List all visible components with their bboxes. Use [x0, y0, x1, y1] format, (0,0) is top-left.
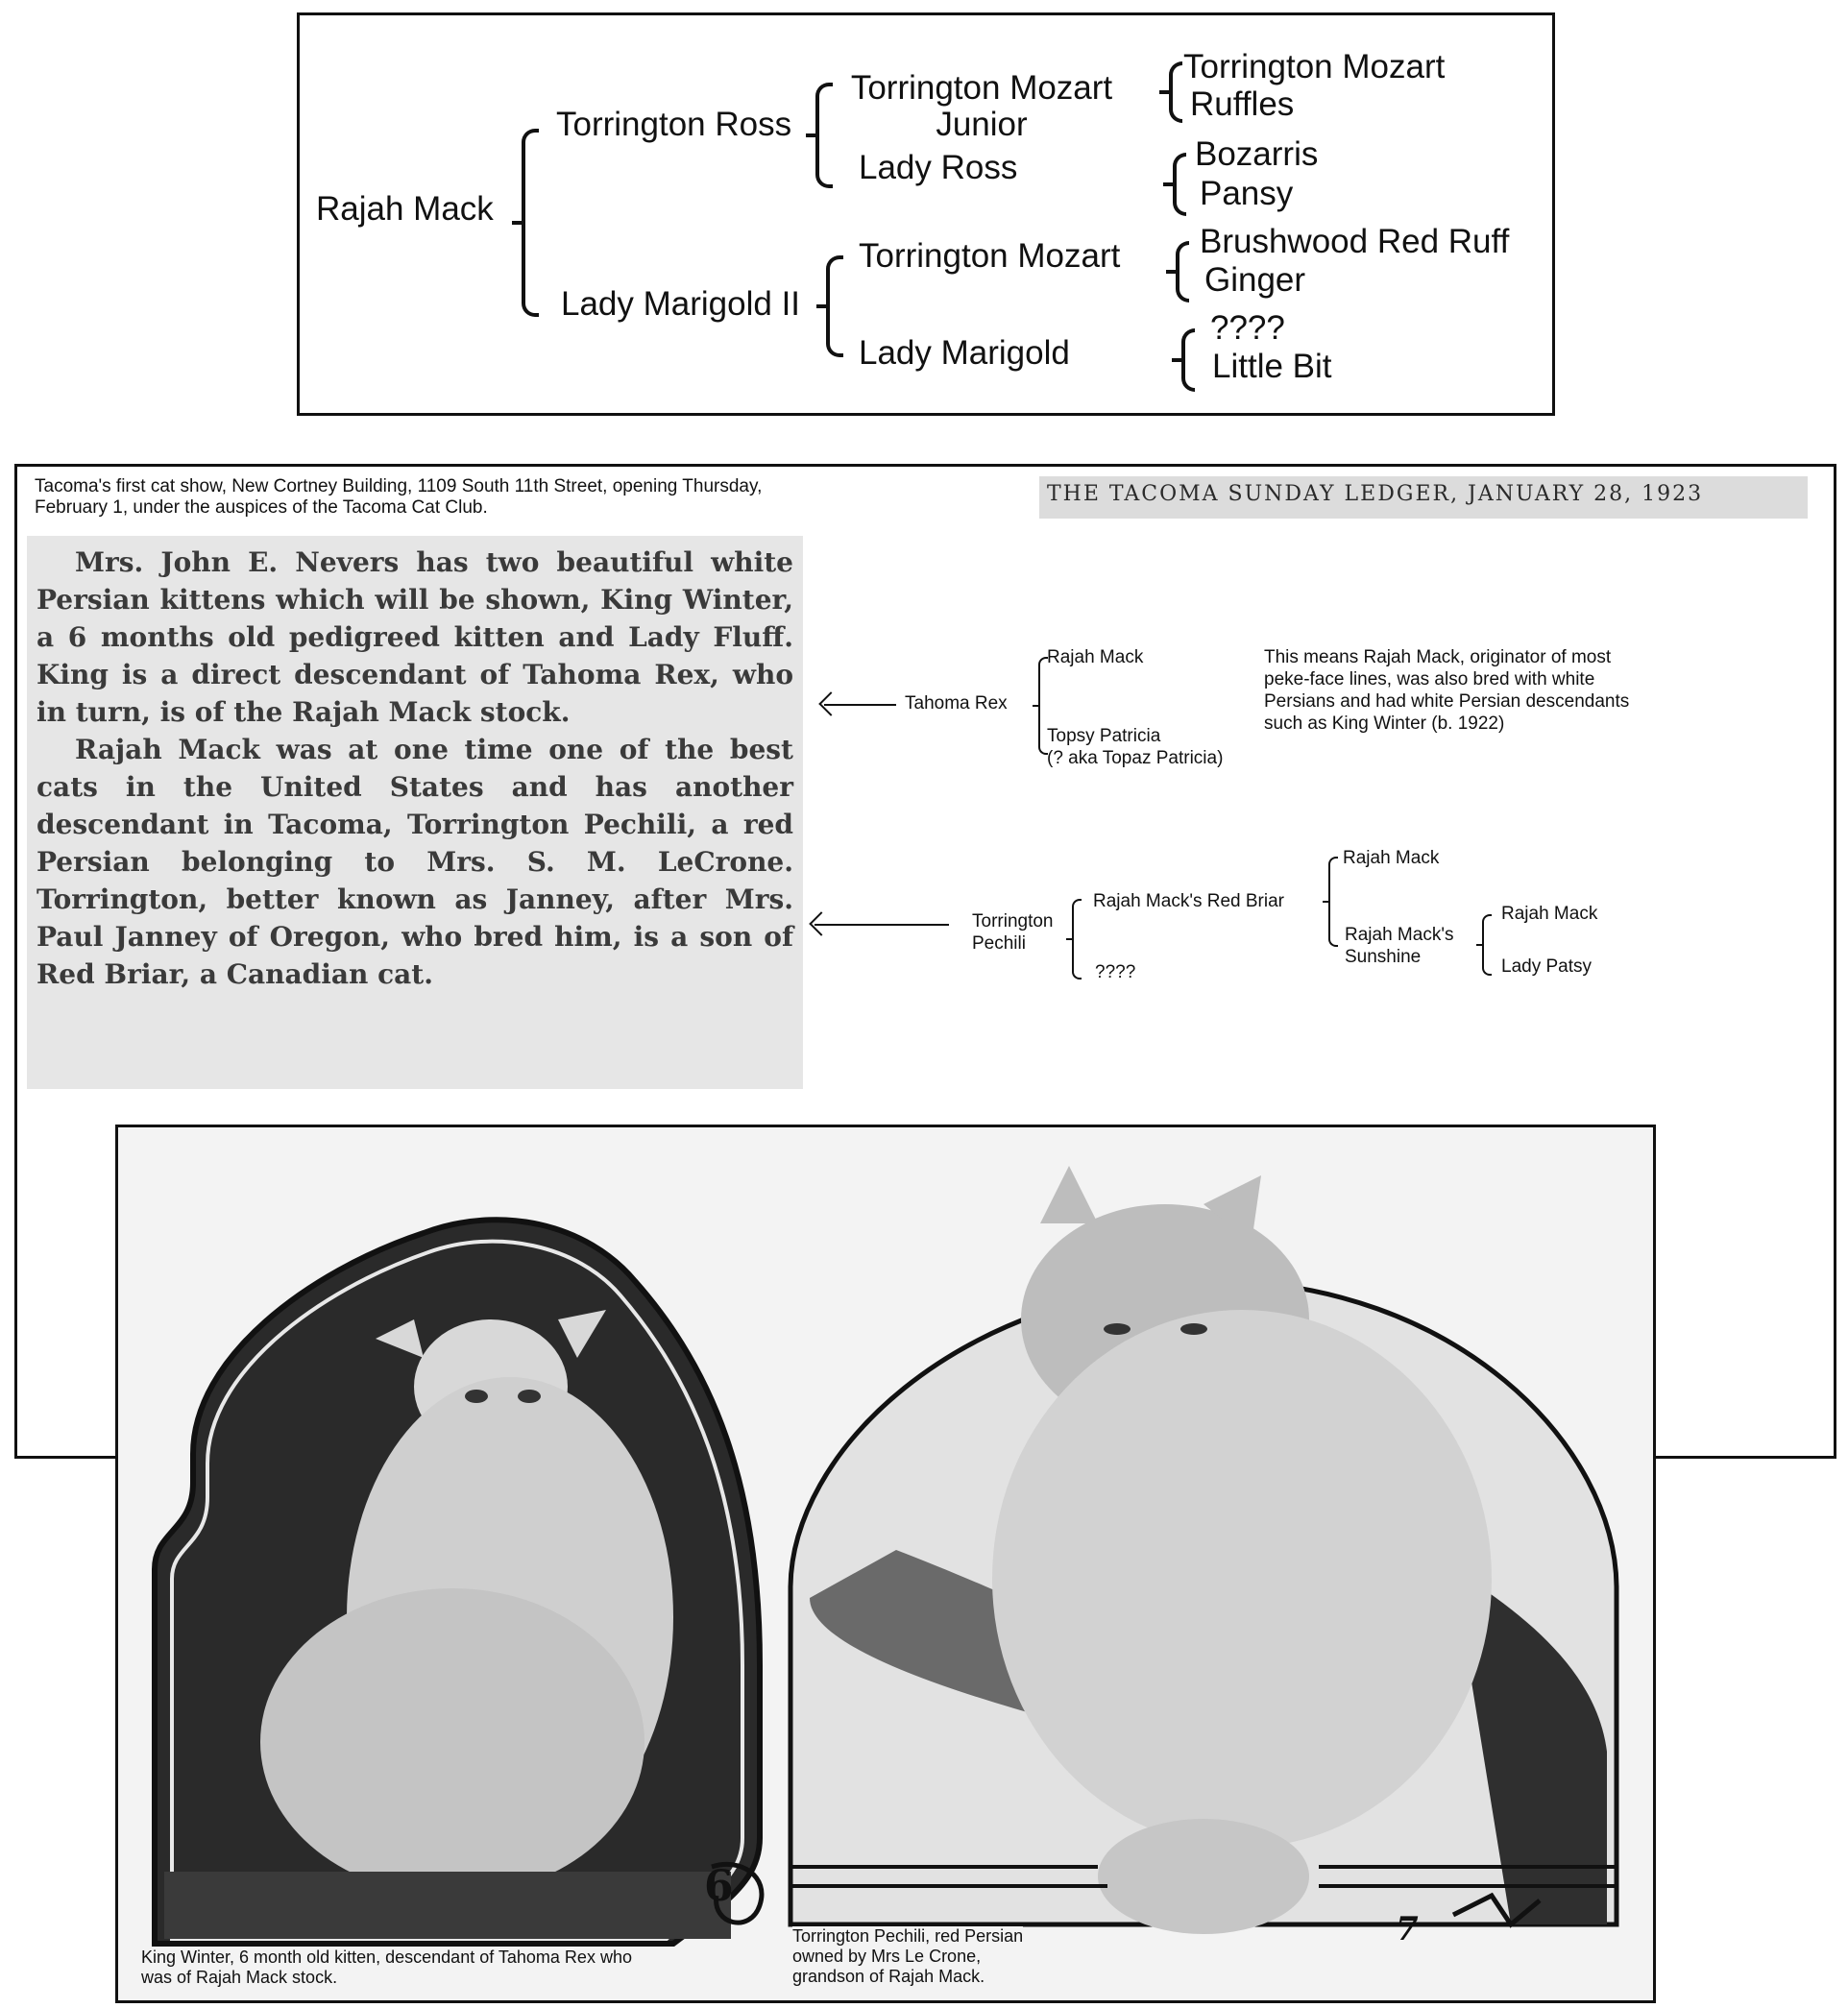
pechili-sire-sire: Rajah Mack: [1343, 848, 1440, 868]
pedigree-box: [297, 12, 1555, 416]
pechili-sd-dam: Lady Patsy: [1501, 956, 1592, 977]
masthead: THE TACOMA SUNDAY LEDGER, JANUARY 28, 1923: [1039, 476, 1808, 519]
king-winter-photo: [135, 1166, 865, 1953]
pedigree-dam-dam: Lady Marigold: [859, 334, 1070, 372]
tahoma-dam: Topsy Patricia: [1047, 726, 1161, 746]
pedigree-g3-4: Brushwood Red Ruff: [1200, 223, 1510, 260]
brace-sunshine: [1482, 914, 1492, 976]
torrington-pechili-photo: [781, 1137, 1636, 1982]
brace-g3-1: [1169, 61, 1182, 123]
pechili-sire-dam: Rajah Mack's Sunshine: [1345, 925, 1454, 967]
newspaper-clipping: [27, 536, 803, 1089]
pechili-dam: ????: [1095, 962, 1136, 982]
clipping-caption: Tacoma's first cat show, New Cortney Building, 1109 South 11th Street, opening Thursday, February 1, under the auspices of the Tacoma Cat Club.: [35, 476, 763, 518]
tahoma-sire: Rajah Mack: [1047, 647, 1144, 667]
brace-dam: [826, 255, 843, 357]
brace-pechili: [1072, 899, 1082, 980]
brace-subject: [522, 129, 539, 317]
pechili-illustration: [781, 1137, 1636, 1982]
pedigree-g3-5: Ginger: [1204, 261, 1306, 299]
photo-number-right: 7: [1396, 1910, 1419, 1948]
king-winter-illustration: [135, 1166, 865, 1953]
clipping-paragraph-1: Mrs. John E. Nevers has two beautiful white Persian kittens which will be shown, King Winter, a 6 months old pedigreed kitten and Lady Fluff. King is a direct descendant of Tahoma Rex, who in turn, is of the Rajah Mack stock.: [36, 546, 793, 728]
arrow-left-icon-2: [815, 924, 949, 926]
pedigree-sire-sire: Torrington Mozart Junior: [850, 69, 1113, 143]
brace-g3-4: [1181, 328, 1195, 392]
pechili-sd-sire: Rajah Mack: [1501, 904, 1598, 924]
photo-box: [115, 1125, 1656, 2003]
pedigree-g3-7: Little Bit: [1212, 348, 1332, 385]
clipping-paragraph-2: Rajah Mack was at one time one of the best cats in the United States and has another descendant in Tacoma, Torrington Pechili, a red Persian belonging to Mrs. S. M. LeCrone. Torrington, better known as Janney, after Mrs. Paul Janney of Oregon, who bred him, is a son of Red Briar, a Canadian cat.: [36, 734, 793, 990]
tahoma-dam-note: (? aka Topaz Patricia): [1047, 748, 1224, 768]
pedigree-dam: Lady Marigold II: [561, 285, 801, 323]
photo-number-left: 6: [704, 1862, 734, 1911]
brace-sire: [815, 83, 833, 188]
pedigree-sire: Torrington Ross: [556, 106, 792, 143]
pechili-name: Torrington Pechili: [972, 911, 1054, 954]
tahoma-name: Tahoma Rex: [905, 693, 1008, 714]
tahoma-note: This means Rajah Mack, originator of most peke-face lines, was also bred with white Persians and had white Persian descendants such as King Winter (b. 1922): [1264, 647, 1630, 734]
arrow-left-icon: [824, 704, 896, 706]
king-winter-caption: King Winter, 6 month old kitten, descendant of Tahoma Rex who was of Rajah Mack stock.: [141, 1948, 632, 1987]
pedigree-g3-0: Torrington Mozart: [1183, 48, 1446, 85]
pedigree-g3-6: ????: [1210, 309, 1285, 347]
pedigree-g3-1: Ruffles: [1190, 85, 1295, 123]
pechili-caption: Torrington Pechili, red Persian owned by Mrs Le Crone, grandson of Rajah Mack.: [792, 1926, 1024, 1986]
pedigree-g3-2: Bozarris: [1195, 135, 1319, 173]
brace-g3-2: [1173, 153, 1186, 216]
pedigree-subject: Rajah Mack: [316, 190, 494, 228]
pedigree-g3-3: Pansy: [1200, 175, 1294, 212]
brace-g3-3: [1176, 241, 1189, 302]
pedigree-sire-dam: Lady Ross: [859, 149, 1018, 186]
brace-red-briar: [1328, 857, 1338, 947]
pedigree-dam-sire: Torrington Mozart: [859, 237, 1121, 275]
pechili-sire: Rajah Mack's Red Briar: [1093, 891, 1284, 911]
